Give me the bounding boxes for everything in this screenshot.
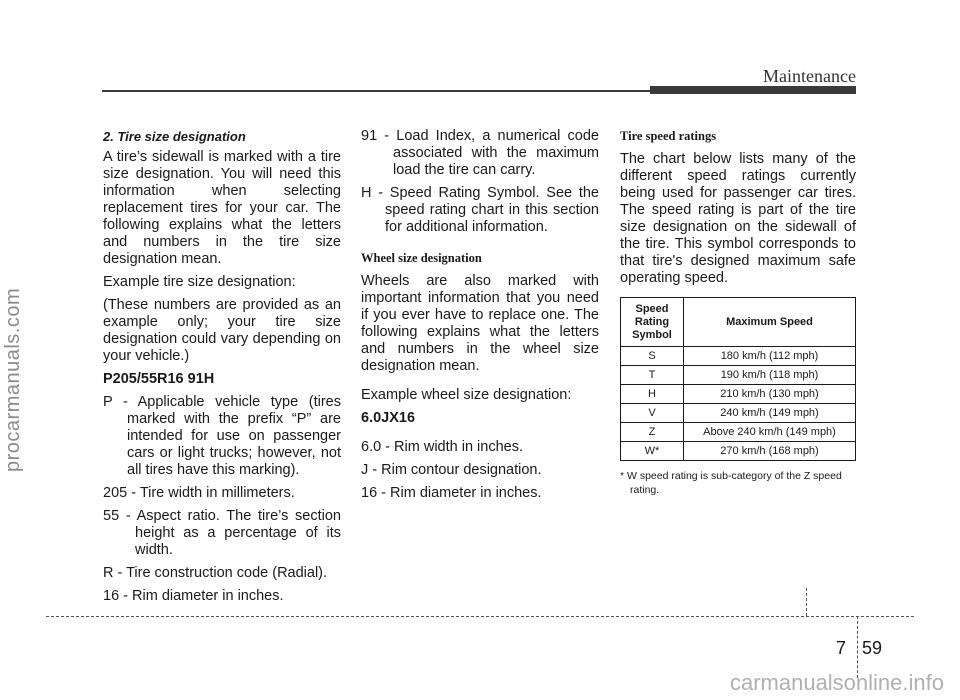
tire-code-item: R - Tire construction code (Radial). — [103, 565, 328, 581]
speed-ratings-heading: Tire speed ratings — [620, 129, 717, 143]
footer-divider-bottom — [857, 616, 858, 678]
rating-symbol: Z — [621, 423, 684, 442]
wheel-size-intro: Wheels are also marked with important information that you need if you ever have to replace one. The following explains what the letters and numbers in the wheel size designation mean. — [361, 273, 599, 374]
rating-symbol: H — [621, 385, 684, 404]
column-tire-size — [103, 128, 341, 611]
table-row — [621, 442, 856, 461]
chapter-number: 7 — [836, 638, 847, 658]
speed-rating-footnote: * W speed rating is sub-category of the Z speed rating. — [620, 470, 842, 496]
tire-code-item: P - Applicable vehicle type (tires marked with the prefix “P” are intended for use on passenger cars or light trucks; however, not all tires have this marking). — [103, 394, 341, 478]
example-label: Example tire size designation: — [103, 274, 296, 290]
example-wheel-code: 6.0JX16 — [361, 410, 416, 426]
table-row — [621, 404, 856, 423]
header-symbol: Speed Rating Symbol — [621, 298, 684, 347]
rating-speed: Above 240 km/h (149 mph) — [684, 423, 856, 442]
table-row — [621, 423, 856, 442]
header-bar — [650, 86, 856, 94]
tire-size-subheading: 2. Tire size designation — [103, 129, 246, 144]
table-row — [621, 385, 856, 404]
wheel-code-item: J - Rim contour designation. — [361, 462, 542, 478]
footer-rule — [46, 616, 914, 617]
rating-symbol: W* — [621, 442, 684, 461]
rating-speed: 270 km/h (168 mph) — [684, 442, 856, 461]
example-note: (These numbers are provided as an example only; your tire size designation could vary depending on your vehicle.) — [103, 297, 341, 364]
rating-symbol: T — [621, 366, 684, 385]
header-rule — [102, 90, 652, 92]
tire-code-item: H - Speed Rating Symbol. See the speed rating chart in this section for additional information. — [361, 185, 599, 235]
table-row — [621, 347, 856, 366]
bottom-watermark: carmanualsonline.info — [729, 670, 944, 695]
example-tire-code: P205/55R16 91H — [103, 371, 215, 387]
rating-symbol: S — [621, 347, 684, 366]
column-load-wheel — [361, 128, 599, 508]
tire-size-intro: A tire’s sidewall is marked with a tire size designation. You will need this information when selecting replacement tires for your car. The following explains what the letters and numbers in the tire size designation mean. — [103, 149, 341, 267]
rating-symbol: V — [621, 404, 684, 423]
footer-divider-top — [806, 588, 807, 616]
speed-ratings-intro: The chart below lists many of the different speed ratings currently being used for passenger car tires. The speed rating is part of the tire size designation on the sidewall of the tire. This symbol corresponds to that tire's designed maximum safe operating speed. — [620, 151, 856, 286]
rating-speed: 180 km/h (112 mph) — [684, 347, 856, 366]
wheel-example-label: Example wheel size designation: — [361, 387, 572, 403]
tire-code-item: 91 - Load Index, a numerical code associated with the maximum load the tire can carry. — [361, 128, 599, 178]
rating-speed: 210 km/h (130 mph) — [684, 385, 856, 404]
wheel-size-heading: Wheel size designation — [361, 251, 482, 265]
side-watermark: procarmanuals.com — [2, 287, 24, 473]
speed-rating-table — [620, 297, 856, 461]
tire-code-item: 16 - Rim diameter in inches. — [103, 588, 284, 604]
section-title: Maintenance — [763, 66, 856, 86]
wheel-code-item: 16 - Rim diameter in inches. — [361, 485, 542, 501]
rating-speed: 240 km/h (149 mph) — [684, 404, 856, 423]
table-header-row — [621, 298, 856, 347]
wheel-code-item: 6.0 - Rim width in inches. — [361, 439, 523, 455]
column-speed-ratings — [620, 128, 856, 497]
page-number: 59 — [862, 638, 883, 658]
tire-code-item: 205 - Tire width in millimeters. — [103, 485, 295, 501]
header-speed: Maximum Speed — [684, 298, 856, 347]
table-row — [621, 366, 856, 385]
tire-code-item: 55 - Aspect ratio. The tire’s section height as a percentage of its width. — [103, 508, 341, 558]
rating-speed: 190 km/h (118 mph) — [684, 366, 856, 385]
